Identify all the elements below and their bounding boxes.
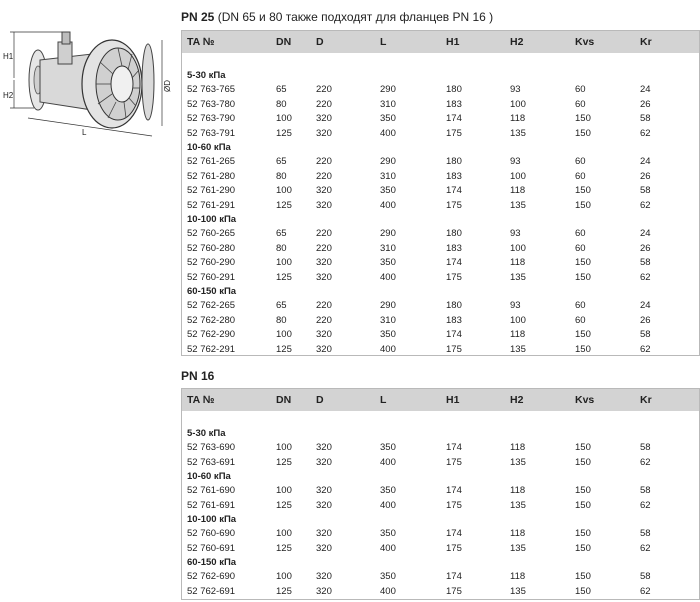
table-cell: 350 [380,571,396,582]
table-cell: 52 761-280 [187,170,236,182]
table-cell: 150 [575,271,591,283]
table-cell: 174 [446,571,462,582]
table-cell: 118 [510,257,526,268]
table-cell: 183 [446,314,462,326]
table-cell: 58 [640,528,651,539]
table-cell: 125 [276,585,292,597]
table-cell: 175 [446,127,462,139]
table-cell: 150 [575,185,591,196]
pressure-group-heading [182,427,699,441]
table-cell: 24 [640,228,651,239]
table-cell: 100 [276,257,292,268]
column-header: TA № [187,36,215,48]
pn25-table-body [182,53,699,357]
table-row [182,271,699,286]
table-cell: 100 [276,442,292,453]
column-header: H1 [446,394,460,406]
table-cell: 80 [276,98,287,110]
table-cell: 58 [640,485,651,496]
table-cell: 220 [316,242,332,254]
table-cell: 52 761-290 [187,185,236,196]
pressure-group-label: 5-30 кПа [187,70,226,81]
table-cell: 100 [276,329,292,340]
table-cell: 150 [575,571,591,582]
table-cell: 100 [276,528,292,539]
table-cell: 310 [380,170,396,182]
table-cell: 150 [575,257,591,268]
pressure-group-heading [182,213,699,227]
table-cell: 93 [510,228,521,239]
table-cell: 52 761-265 [187,156,236,167]
table-cell: 350 [380,442,396,453]
table-cell: 320 [316,271,332,283]
pn16-table [181,388,700,600]
table-row [182,184,699,199]
pressure-group-label: 10-100 кПа [187,214,237,225]
valve-dimension-figure [0,18,178,150]
table-cell: 118 [510,185,526,196]
table-cell: 62 [640,343,651,355]
table-row [182,256,699,271]
table-cell: 350 [380,485,396,496]
table-cell: 52 761-291 [187,199,236,211]
table-cell: 183 [446,170,462,182]
table-cell: 320 [316,571,332,582]
table-cell: 65 [276,156,287,167]
table-cell: 400 [380,127,396,139]
table-row [182,170,699,185]
table-cell: 118 [510,442,526,453]
table-cell: 174 [446,329,462,340]
pressure-group-label: 10-100 кПа [187,514,237,525]
table-cell: 100 [276,185,292,196]
pn16-title: PN 16 [181,369,215,383]
pressure-group-heading [182,285,699,299]
table-cell: 220 [316,228,332,239]
pressure-group-label: 10-60 кПа [187,471,231,482]
table-cell: 350 [380,528,396,539]
table-cell: 26 [640,98,651,110]
table-cell: 310 [380,98,396,110]
table-cell: 180 [446,156,462,167]
table-cell: 183 [446,98,462,110]
table-cell: 175 [446,585,462,597]
pn16-table-header [182,389,699,411]
table-cell: 52 763-690 [187,442,236,453]
table-cell: 183 [446,242,462,254]
table-cell: 320 [316,199,332,211]
table-cell: 100 [510,170,526,182]
table-cell: 290 [380,84,396,95]
table-cell: 52 763-791 [187,127,236,139]
table-cell: 52 762-280 [187,314,236,326]
table-cell: 290 [380,228,396,239]
table-row [182,527,699,542]
table-cell: 58 [640,185,651,196]
column-header: L [380,36,387,48]
column-header: H2 [510,36,524,48]
table-cell: 52 760-690 [187,528,236,539]
table-cell: 180 [446,300,462,311]
table-cell: 52 760-265 [187,228,236,239]
table-cell: 100 [276,571,292,582]
table-cell: 100 [276,113,292,124]
column-header: Kr [640,394,652,406]
column-header: H2 [510,394,524,406]
table-cell: 62 [640,456,651,468]
table-cell: 174 [446,528,462,539]
table-cell: 174 [446,257,462,268]
column-header: D [316,36,324,48]
table-cell: 58 [640,113,651,124]
table-cell: 150 [575,499,591,511]
pressure-group-label: 60-150 кПа [187,557,237,568]
table-cell: 125 [276,127,292,139]
table-cell: 58 [640,571,651,582]
table-cell: 350 [380,113,396,124]
table-cell: 58 [640,257,651,268]
table-cell: 60 [575,84,586,95]
table-cell: 320 [316,585,332,597]
table-cell: 150 [575,199,591,211]
table-cell: 310 [380,314,396,326]
table-cell: 60 [575,170,586,182]
table-row [182,343,699,358]
table-cell: 220 [316,170,332,182]
table-cell: 175 [446,542,462,554]
table-cell: 118 [510,571,526,582]
table-cell: 150 [575,329,591,340]
table-cell: 52 762-690 [187,571,236,582]
table-cell: 220 [316,98,332,110]
table-cell: 100 [510,242,526,254]
table-cell: 135 [510,456,526,468]
table-row [182,199,699,214]
table-cell: 118 [510,528,526,539]
table-cell: 100 [276,485,292,496]
table-cell: 400 [380,542,396,554]
table-cell: 52 760-691 [187,542,236,554]
table-cell: 180 [446,228,462,239]
pressure-group-heading [182,513,699,527]
table-cell: 220 [316,314,332,326]
table-cell: 135 [510,127,526,139]
table-cell: 62 [640,542,651,554]
column-header: H1 [446,36,460,48]
table-cell: 400 [380,585,396,597]
pressure-group-heading [182,69,699,83]
table-cell: 125 [276,343,292,355]
table-cell: 52 762-265 [187,300,236,311]
table-cell: 175 [446,499,462,511]
table-cell: 52 762-691 [187,585,236,597]
table-cell: 26 [640,170,651,182]
pressure-group-heading [182,470,699,484]
table-cell: 180 [446,84,462,95]
table-cell: 400 [380,199,396,211]
table-cell: 400 [380,271,396,283]
table-cell: 65 [276,300,287,311]
pressure-group-label: 10-60 кПа [187,142,231,153]
table-cell: 175 [446,271,462,283]
table-cell: 65 [276,84,287,95]
pressure-group-heading [182,141,699,155]
table-cell: 62 [640,199,651,211]
table-row [182,570,699,585]
table-row [182,242,699,257]
table-cell: 320 [316,343,332,355]
table-row [182,127,699,142]
table-cell: 52 761-690 [187,485,236,496]
table-row [182,227,699,242]
column-header: Kvs [575,394,595,406]
table-cell: 24 [640,84,651,95]
table-cell: 60 [575,98,586,110]
table-cell: 174 [446,442,462,453]
table-cell: 135 [510,542,526,554]
pressure-group-label: 5-30 кПа [187,428,226,439]
table-cell: 62 [640,499,651,511]
table-cell: 93 [510,84,521,95]
table-cell: 93 [510,300,521,311]
d-dimension-label: ØD [163,80,172,92]
table-cell: 52 760-280 [187,242,236,254]
column-header: D [316,394,324,406]
table-cell: 150 [575,343,591,355]
table-cell: 52 762-291 [187,343,236,355]
column-header: Kvs [575,36,595,48]
table-row [182,155,699,170]
pn16-table-body [182,411,699,599]
table-cell: 310 [380,242,396,254]
table-row [182,456,699,471]
table-cell: 320 [316,456,332,468]
table-row [182,98,699,113]
table-cell: 26 [640,314,651,326]
table-cell: 135 [510,343,526,355]
table-cell: 52 763-780 [187,98,236,110]
table-cell: 220 [316,300,332,311]
h2-dimension-label: H2 [3,91,14,100]
table-cell: 58 [640,329,651,340]
table-cell: 150 [575,113,591,124]
column-header: Kr [640,36,652,48]
table-cell: 125 [276,271,292,283]
table-cell: 52 762-290 [187,329,236,340]
table-cell: 125 [276,499,292,511]
column-header: TA № [187,394,215,406]
pn25-table-header [182,31,699,53]
table-cell: 52 763-691 [187,456,236,468]
table-cell: 118 [510,485,526,496]
table-cell: 320 [316,528,332,539]
table-cell: 400 [380,456,396,468]
table-cell: 150 [575,585,591,597]
table-cell: 135 [510,199,526,211]
table-row [182,328,699,343]
pn25-table [181,30,700,356]
table-cell: 80 [276,170,287,182]
table-cell: 62 [640,585,651,597]
table-cell: 290 [380,300,396,311]
table-cell: 125 [276,199,292,211]
table-cell: 65 [276,228,287,239]
table-row [182,585,699,600]
table-cell: 220 [316,156,332,167]
table-cell: 60 [575,314,586,326]
table-cell: 80 [276,242,287,254]
table-cell: 60 [575,242,586,254]
h1-dimension-label: H1 [3,52,14,61]
table-cell: 320 [316,329,332,340]
table-cell: 290 [380,156,396,167]
table-row [182,542,699,557]
table-cell: 400 [380,499,396,511]
table-cell: 320 [316,442,332,453]
table-cell: 100 [510,314,526,326]
table-cell: 60 [575,156,586,167]
table-cell: 58 [640,442,651,453]
l-dimension-label: L [82,128,87,137]
table-row [182,112,699,127]
table-cell: 52 760-290 [187,257,236,268]
table-cell: 52 763-765 [187,84,236,95]
table-cell: 320 [316,485,332,496]
pn25-title: PN 25 [181,10,215,24]
table-cell: 350 [380,257,396,268]
table-cell: 150 [575,442,591,453]
table-row [182,83,699,98]
table-row [182,441,699,456]
table-cell: 118 [510,113,526,124]
table-cell: 135 [510,585,526,597]
pn25-section-title [181,10,493,24]
table-cell: 60 [575,228,586,239]
table-cell: 150 [575,542,591,554]
table-cell: 118 [510,329,526,340]
pressure-group-heading [182,556,699,570]
table-cell: 26 [640,242,651,254]
table-cell: 62 [640,271,651,283]
column-header: L [380,394,387,406]
table-cell: 320 [316,127,332,139]
table-cell: 320 [316,542,332,554]
table-cell: 400 [380,343,396,355]
table-cell: 125 [276,542,292,554]
pn16-section-title [181,369,214,383]
table-cell: 174 [446,113,462,124]
table-cell: 62 [640,127,651,139]
table-cell: 175 [446,456,462,468]
table-cell: 174 [446,185,462,196]
column-header: DN [276,394,292,406]
table-cell: 150 [575,456,591,468]
table-cell: 125 [276,456,292,468]
table-cell: 320 [316,499,332,511]
table-cell: 150 [575,485,591,496]
table-cell: 320 [316,113,332,124]
table-cell: 220 [316,84,332,95]
table-cell: 350 [380,329,396,340]
pressure-group-label: 60-150 кПа [187,286,237,297]
table-cell: 80 [276,314,287,326]
table-cell: 135 [510,499,526,511]
table-cell: 350 [380,185,396,196]
table-row [182,299,699,314]
table-cell: 320 [316,185,332,196]
table-cell: 175 [446,199,462,211]
table-cell: 24 [640,156,651,167]
table-cell: 320 [316,257,332,268]
table-cell: 52 761-691 [187,499,236,511]
table-row [182,314,699,329]
table-cell: 60 [575,300,586,311]
column-header: DN [276,36,292,48]
table-cell: 93 [510,156,521,167]
table-row [182,484,699,499]
table-row [182,499,699,514]
table-cell: 175 [446,343,462,355]
table-cell: 100 [510,98,526,110]
table-cell: 24 [640,300,651,311]
pn25-note: (DN 65 и 80 также подходят для фланцев PN 16 ) [217,10,494,24]
table-cell: 52 760-291 [187,271,236,283]
table-cell: 150 [575,528,591,539]
table-cell: 174 [446,485,462,496]
table-cell: 52 763-790 [187,113,236,124]
table-cell: 135 [510,271,526,283]
table-cell: 150 [575,127,591,139]
